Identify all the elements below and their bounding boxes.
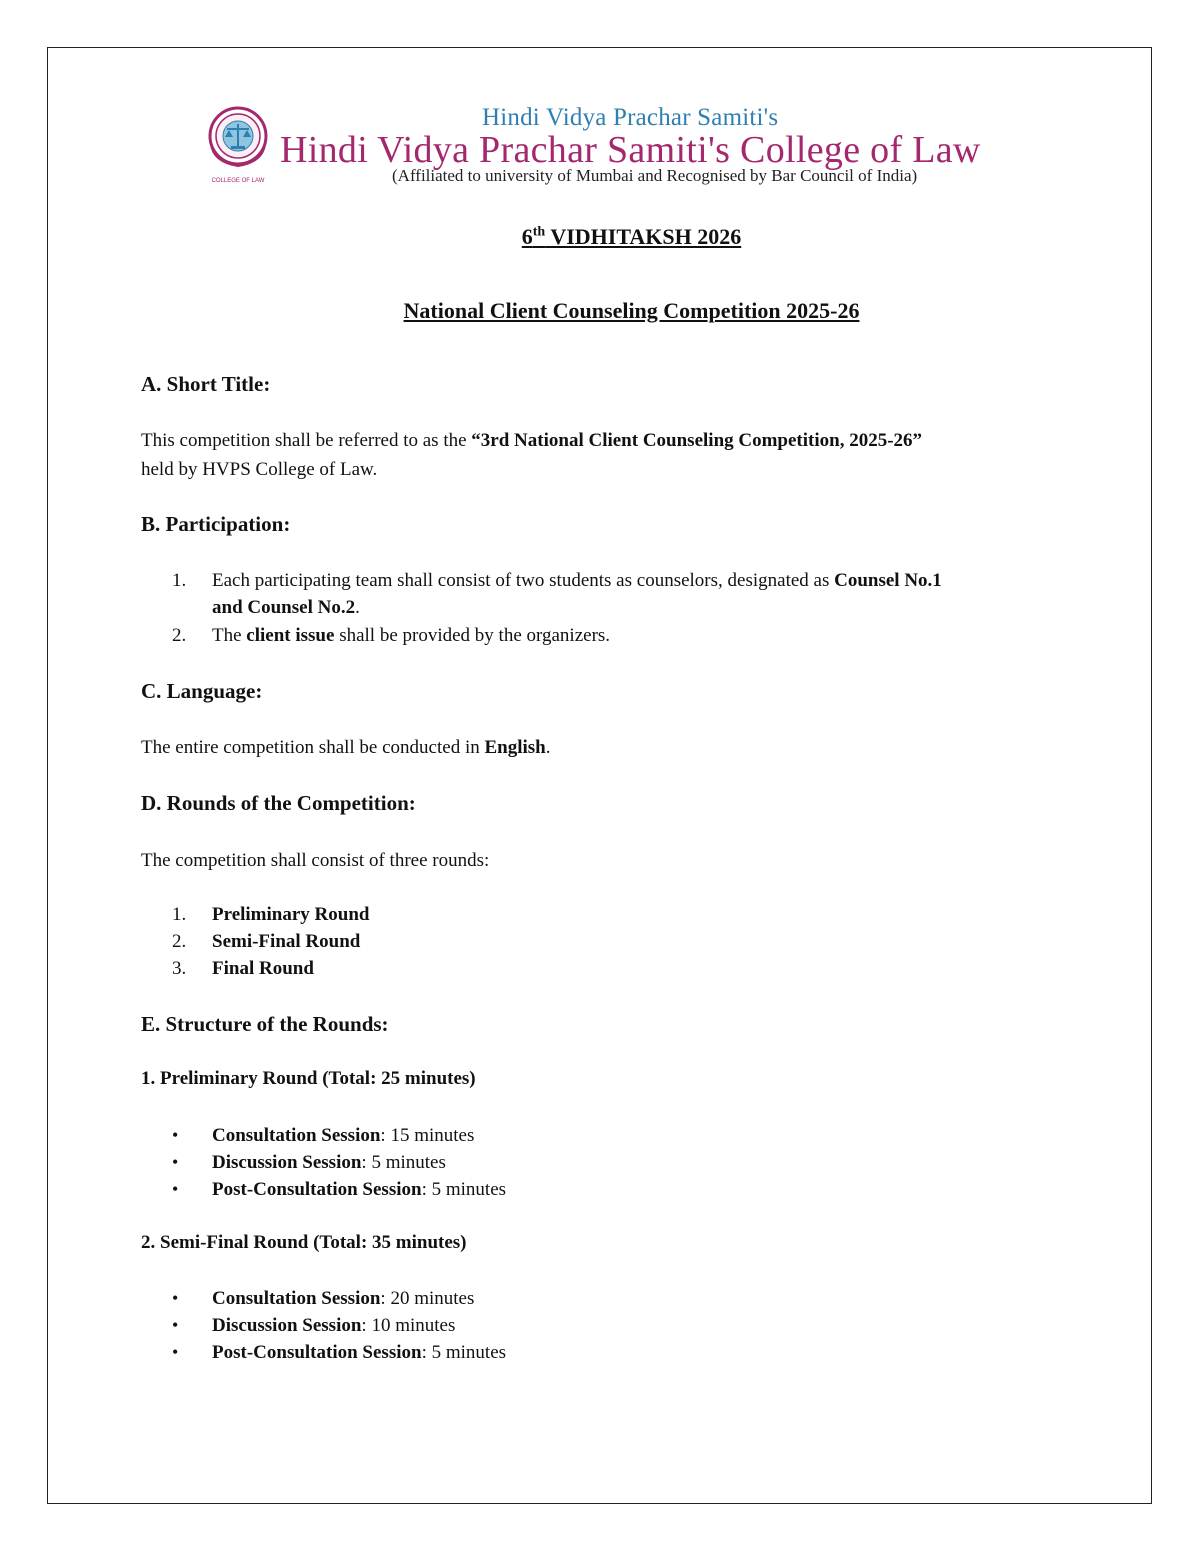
section-e-heading: E. Structure of the Rounds:	[141, 1012, 389, 1036]
section-a-text: This competition shall be referred to as the “3rd National Client Counseling Competition, 2025-26” held by HVPS College of Law.	[141, 430, 923, 480]
college-affiliation: (Affiliated to university of Mumbai and Recognised by Bar Council of India)	[392, 166, 918, 185]
section-d-heading: D. Rounds of the Competition:	[141, 791, 416, 815]
section-d-intro: The competition shall consist of three rounds:	[141, 850, 490, 871]
section-b-heading: B. Participation:	[141, 512, 291, 536]
section-c-text: The entire competition shall be conducted in English.	[141, 737, 551, 758]
seal-text: COLLEGE OF LAW	[211, 178, 265, 184]
semi-final-round-heading: 2. Semi-Final Round (Total: 35 minutes)	[141, 1232, 467, 1253]
event-title: 6th VIDHITAKSH 2026	[521, 224, 742, 249]
preliminary-round-heading: 1. Preliminary Round (Total: 25 minutes)	[141, 1068, 476, 1089]
college-subtitle: Hindi Vidya Prachar Samiti's	[482, 104, 779, 131]
section-a-heading: A. Short Title:	[141, 372, 271, 396]
college-name: Hindi Vidya Prachar Samiti's College of Law	[280, 129, 981, 171]
competition-title: National Client Counseling Competition 2025-26	[403, 298, 860, 323]
section-c-heading: C. Language:	[141, 679, 263, 703]
college-seal-logo	[203, 104, 273, 188]
